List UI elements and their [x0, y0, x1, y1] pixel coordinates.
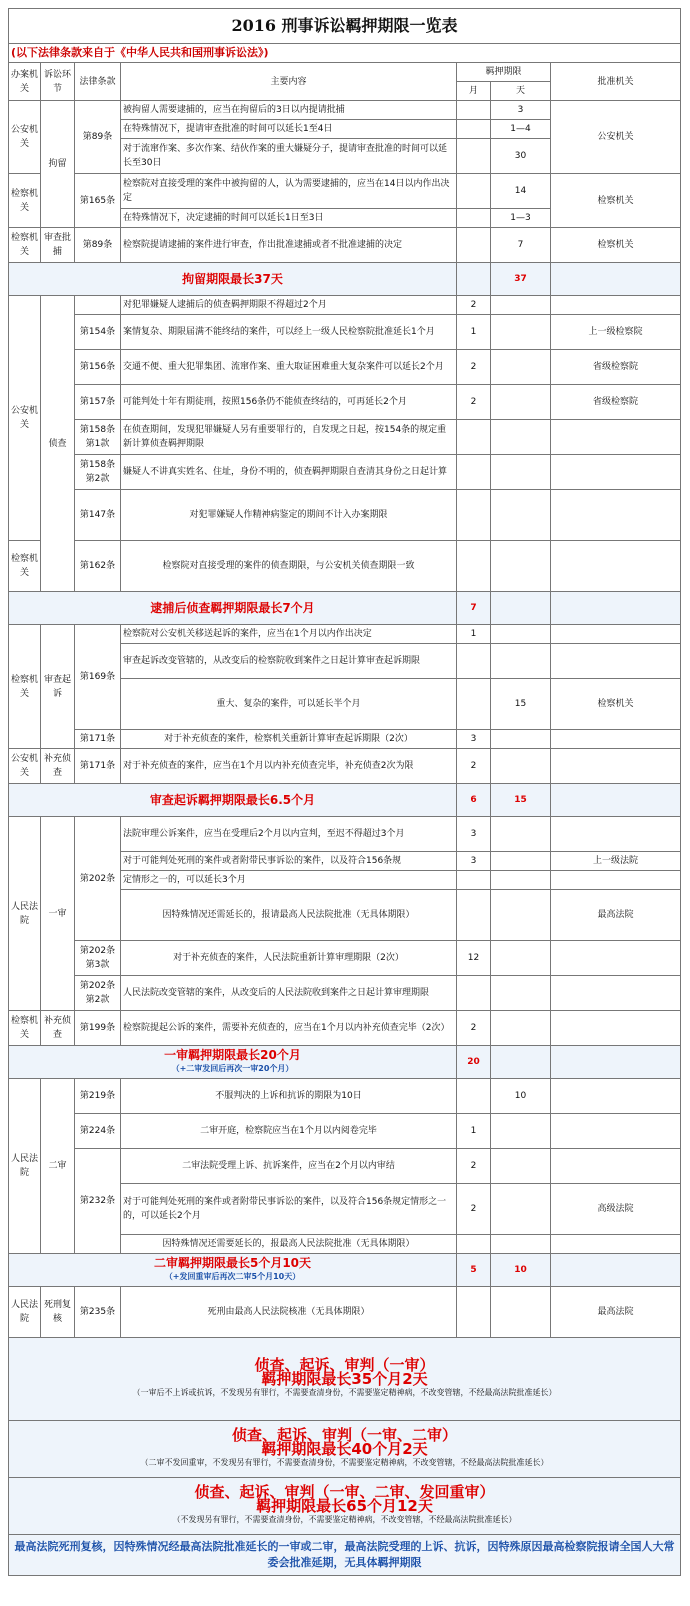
- final-period-2: 羁押期限最长40个月2天: [261, 1440, 428, 1458]
- content-cell: 二审开庭，检察院应当在1个月以内阅卷完毕: [121, 1114, 457, 1149]
- approver-cell: 检察机关: [551, 228, 681, 263]
- content-cell: 因特殊情况还需要延长的，报最高人民法院批准（无具体期限）: [121, 1235, 457, 1254]
- header-article: 法律条款: [75, 63, 121, 101]
- article-cell: 第147条: [75, 490, 121, 541]
- month-cell: 3: [457, 817, 491, 852]
- content-cell: 法院审理公诉案件，应当在受理后2个月以内宣判，至迟不得超过3个月: [121, 817, 457, 852]
- content-cell: 对犯罪嫌疑人作精神病鉴定的期间不计入办案期限: [121, 490, 457, 541]
- content-cell: 人民法院改变管辖的案件，从改变后的人民法院收到案件之日起计算审理期限: [121, 976, 457, 1011]
- month-cell: 3: [457, 852, 491, 871]
- stage-cell: 一审: [41, 817, 75, 1011]
- content-cell: 对于流窜作案、多次作案、结伙作案的重大嫌疑分子，提请审查批准的时间可以延长至30日: [121, 139, 457, 174]
- approver-cell: 省级检察院: [551, 350, 681, 385]
- org-cell: 检察机关: [9, 228, 41, 263]
- final-note-1: （一审后不上诉或抗诉，不发现另有罪行，不需要查清身份，不需要鉴定精神病，不改变管辖，不经最高法院批准延长）: [132, 1388, 557, 1397]
- org-cell: 人民法院: [9, 1287, 41, 1338]
- content-cell: 案情复杂、期限届满不能终结的案件，可以经上一级人民检察院批准延长1个月: [121, 315, 457, 350]
- stage-cell: 死刑复核: [41, 1287, 75, 1338]
- final-line-1: 侦查、起诉、审判（一审）: [254, 1356, 435, 1374]
- article-cell: 第202条第3款: [75, 941, 121, 976]
- content-cell: 交通不便、重大犯罪集团、流窜作案、重大取证困难重大复杂案件可以延长2个月: [121, 350, 457, 385]
- content-cell: 审查起诉改变管辖的，从改变后的检察院收到案件之日起计算审查起诉期限: [121, 644, 457, 679]
- source-note: (以下法律条款来自于《中华人民共和国刑事诉讼法》): [9, 44, 681, 63]
- summary-label: 审查起诉羁押期限最长6.5个月: [9, 784, 457, 817]
- content-cell: 对于可能判处死刑的案件或者附带民事诉讼的案件，以及符合156条规: [121, 852, 457, 871]
- page-title: 2016 刑事诉讼羁押期限一览表: [9, 9, 681, 44]
- day-cell: 14: [491, 174, 551, 209]
- final-line-3: 侦查、起诉、审判（一审、二审、发回重审）: [194, 1483, 495, 1501]
- org-cell: 检察机关: [9, 541, 41, 592]
- approver-cell: 检察机关: [551, 679, 681, 730]
- article-cell: 第89条: [75, 228, 121, 263]
- final-line-2: 侦查、起诉、审判（一审、二审）: [231, 1426, 457, 1444]
- month-cell: 2: [457, 385, 491, 420]
- header-stage: 诉讼环节: [41, 63, 75, 101]
- stage-cell: 侦查: [41, 296, 75, 592]
- org-cell: 人民法院: [9, 817, 41, 1011]
- approver-cell: 最高法院: [551, 1287, 681, 1338]
- org-cell: 检察机关: [9, 174, 41, 228]
- footer-note: 最高法院死刑复核，因特殊情况经最高法院批准延长的一审或二审，最高法院受理的上诉、抗诉，因特殊原因最高检察院报请全国人大常委会批准延期，无具体羁押期限: [9, 1535, 681, 1576]
- org-cell: 公安机关: [9, 296, 41, 541]
- org-cell: 人民法院: [9, 1079, 41, 1254]
- content-cell: 检察院提起公诉的案件，需要补充侦查的，应当在1个月以内补充侦查完毕（2次）: [121, 1011, 457, 1046]
- content-cell: 检察院对直接受理的案件中被拘留的人，认为需要逮捕的，应当在14日以内作出决定: [121, 174, 457, 209]
- day-cell: 30: [491, 139, 551, 174]
- approver-cell: 最高法院: [551, 890, 681, 941]
- content-cell: 被拘留人需要逮捕的，应当在拘留后的3日以内提请批捕: [121, 101, 457, 120]
- summary-day: 10: [491, 1254, 551, 1287]
- month-cell: 2: [457, 749, 491, 784]
- header-period: 羁押期限: [457, 63, 551, 82]
- summary-sub: （+发回重审后再次二审5个月10天）: [164, 1272, 301, 1281]
- approver-cell: 公安机关: [551, 101, 681, 174]
- content-cell: 在侦查期间，发现犯罪嫌疑人另有重要罪行的，自发现之日起，按154条的规定重新计算侦查羁押期限: [121, 420, 457, 455]
- content-cell: 对于可能判处死刑的案件或者附带民事诉讼的案件，以及符合156条规定情形之一的，可以延长2个月: [121, 1184, 457, 1235]
- day-cell: 1—4: [491, 120, 551, 139]
- header-approver: 批准机关: [551, 63, 681, 101]
- article-cell: 第156条: [75, 350, 121, 385]
- stage-cell: 补充侦查: [41, 1011, 75, 1046]
- month-cell: 12: [457, 941, 491, 976]
- content-cell: 对于补充侦查的案件，应当在1个月以内补充侦查完毕，补充侦查2次为限: [121, 749, 457, 784]
- month-cell: 1: [457, 315, 491, 350]
- day-cell: 1—3: [491, 209, 551, 228]
- stage-cell: 二审: [41, 1079, 75, 1254]
- header-day: 天: [491, 82, 551, 101]
- summary-sub: （+二审发回后再次一审20个月）: [171, 1064, 294, 1073]
- org-cell: 检察机关: [9, 1011, 41, 1046]
- article-cell: 第89条: [75, 101, 121, 174]
- article-cell: 第202条第2款: [75, 976, 121, 1011]
- summary-label: 拘留期限最长37天: [9, 263, 457, 296]
- summary-label: 逮捕后侦查羁押期限最长7个月: [9, 592, 457, 625]
- summary-month: 20: [457, 1046, 491, 1079]
- final-note-2: （二审不发回重审，不发现另有罪行，不需要查清身份，不需要鉴定精神病，不改变管辖，不经最高法院批准延长）: [140, 1458, 549, 1467]
- day-cell: 7: [491, 228, 551, 263]
- content-cell: 重大、复杂的案件，可以延长半个月: [121, 679, 457, 730]
- article-cell: 第232条: [75, 1149, 121, 1254]
- org-cell: 检察机关: [9, 625, 41, 749]
- article-cell: 第224条: [75, 1114, 121, 1149]
- summary-month: 6: [457, 784, 491, 817]
- month-cell: 2: [457, 1184, 491, 1235]
- article-cell: 第169条: [75, 625, 121, 730]
- content-cell: 二审法院受理上诉、抗诉案件，应当在2个月以内审结: [121, 1149, 457, 1184]
- article-cell: 第199条: [75, 1011, 121, 1046]
- day-cell: 15: [491, 679, 551, 730]
- stage-cell: 拘留: [41, 101, 75, 228]
- summary-day: 37: [491, 263, 551, 296]
- article-cell: 第235条: [75, 1287, 121, 1338]
- article-cell: 第202条: [75, 817, 121, 941]
- content-cell: 不服判决的上诉和抗诉的期限为10日: [121, 1079, 457, 1114]
- final-period-3: 羁押期限最长65个月12天: [256, 1497, 433, 1515]
- content-cell: 在特殊情况下，决定逮捕的时间可以延长1日至3日: [121, 209, 457, 228]
- summary-label: 二审羁押期限最长5个月10天: [153, 1256, 312, 1270]
- content-cell: 死刑由最高人民法院核准（无具体期限）: [121, 1287, 457, 1338]
- content-cell: 对于补充侦查的案件，人民法院重新计算审理期限（2次）: [121, 941, 457, 976]
- article-cell: 第171条: [75, 749, 121, 784]
- approver-cell: 上一级法院: [551, 852, 681, 871]
- content-cell: 检察院提请逮捕的案件进行审查，作出批准逮捕或者不批准逮捕的决定: [121, 228, 457, 263]
- org-cell: 公安机关: [9, 101, 41, 174]
- detention-table: [8, 8, 681, 1576]
- summary-label: 一审羁押期限最长20个月: [164, 1048, 301, 1062]
- content-cell: 检察院对直接受理的案件的侦查期限，与公安机关侦查期限一致: [121, 541, 457, 592]
- month-cell: 2: [457, 1011, 491, 1046]
- content-cell: 因特殊情况还需延长的，报请最高人民法院批准（无具体期限）: [121, 890, 457, 941]
- article-cell: 第157条: [75, 385, 121, 420]
- detention-table-document: [8, 8, 680, 1576]
- month-cell: 1: [457, 625, 491, 644]
- approver-cell: 高级法院: [551, 1184, 681, 1235]
- content-cell: 嫌疑人不讲真实姓名、住址，身份不明的，侦查羁押期限自查清其身份之日起计算: [121, 455, 457, 490]
- summary-day: 15: [491, 784, 551, 817]
- month-cell: 2: [457, 1149, 491, 1184]
- stage-cell: 审查批捕: [41, 228, 75, 263]
- article-cell: 第158条第1款: [75, 420, 121, 455]
- content-cell: 对犯罪嫌疑人逮捕后的侦查羁押期限不得超过2个月: [121, 296, 457, 315]
- day-cell: 10: [491, 1079, 551, 1114]
- content-cell: 可能判处十年有期徒刑，按照156条仍不能侦查终结的，可再延长2个月: [121, 385, 457, 420]
- approver-cell: 上一级检察院: [551, 315, 681, 350]
- header-org: 办案机关: [9, 63, 41, 101]
- article-cell: 第162条: [75, 541, 121, 592]
- stage-cell: 补充侦查: [41, 749, 75, 784]
- month-cell: 2: [457, 350, 491, 385]
- article-cell: 第165条: [75, 174, 121, 228]
- month-cell: 2: [457, 296, 491, 315]
- month-cell: 1: [457, 1114, 491, 1149]
- article-cell: 第219条: [75, 1079, 121, 1114]
- content-cell: 在特殊情况下，提请审查批准的时间可以延长1至4日: [121, 120, 457, 139]
- stage-cell: 审查起诉: [41, 625, 75, 749]
- content-cell: 定情形之一的，可以延长3个月: [121, 871, 457, 890]
- org-cell: 公安机关: [9, 749, 41, 784]
- summary-month: 5: [457, 1254, 491, 1287]
- header-month: 月: [457, 82, 491, 101]
- approver-cell: 省级检察院: [551, 385, 681, 420]
- approver-cell: 检察机关: [551, 174, 681, 228]
- day-cell: 3: [491, 101, 551, 120]
- content-cell: 检察院对公安机关移送起诉的案件，应当在1个月以内作出决定: [121, 625, 457, 644]
- final-note-3: （不发现另有罪行，不需要查清身份，不需要鉴定精神病，不改变管辖，不经最高法院批准延长）: [172, 1515, 517, 1524]
- content-cell: 对于补充侦查的案件，检察机关重新计算审查起诉期限（2次）: [121, 730, 457, 749]
- final-period-1: 羁押期限最长35个月2天: [261, 1370, 428, 1388]
- header-content: 主要内容: [121, 63, 457, 101]
- month-cell: 3: [457, 730, 491, 749]
- article-cell: 第158条第2款: [75, 455, 121, 490]
- article-cell: 第171条: [75, 730, 121, 749]
- summary-month: 7: [457, 592, 491, 625]
- article-cell: 第154条: [75, 315, 121, 350]
